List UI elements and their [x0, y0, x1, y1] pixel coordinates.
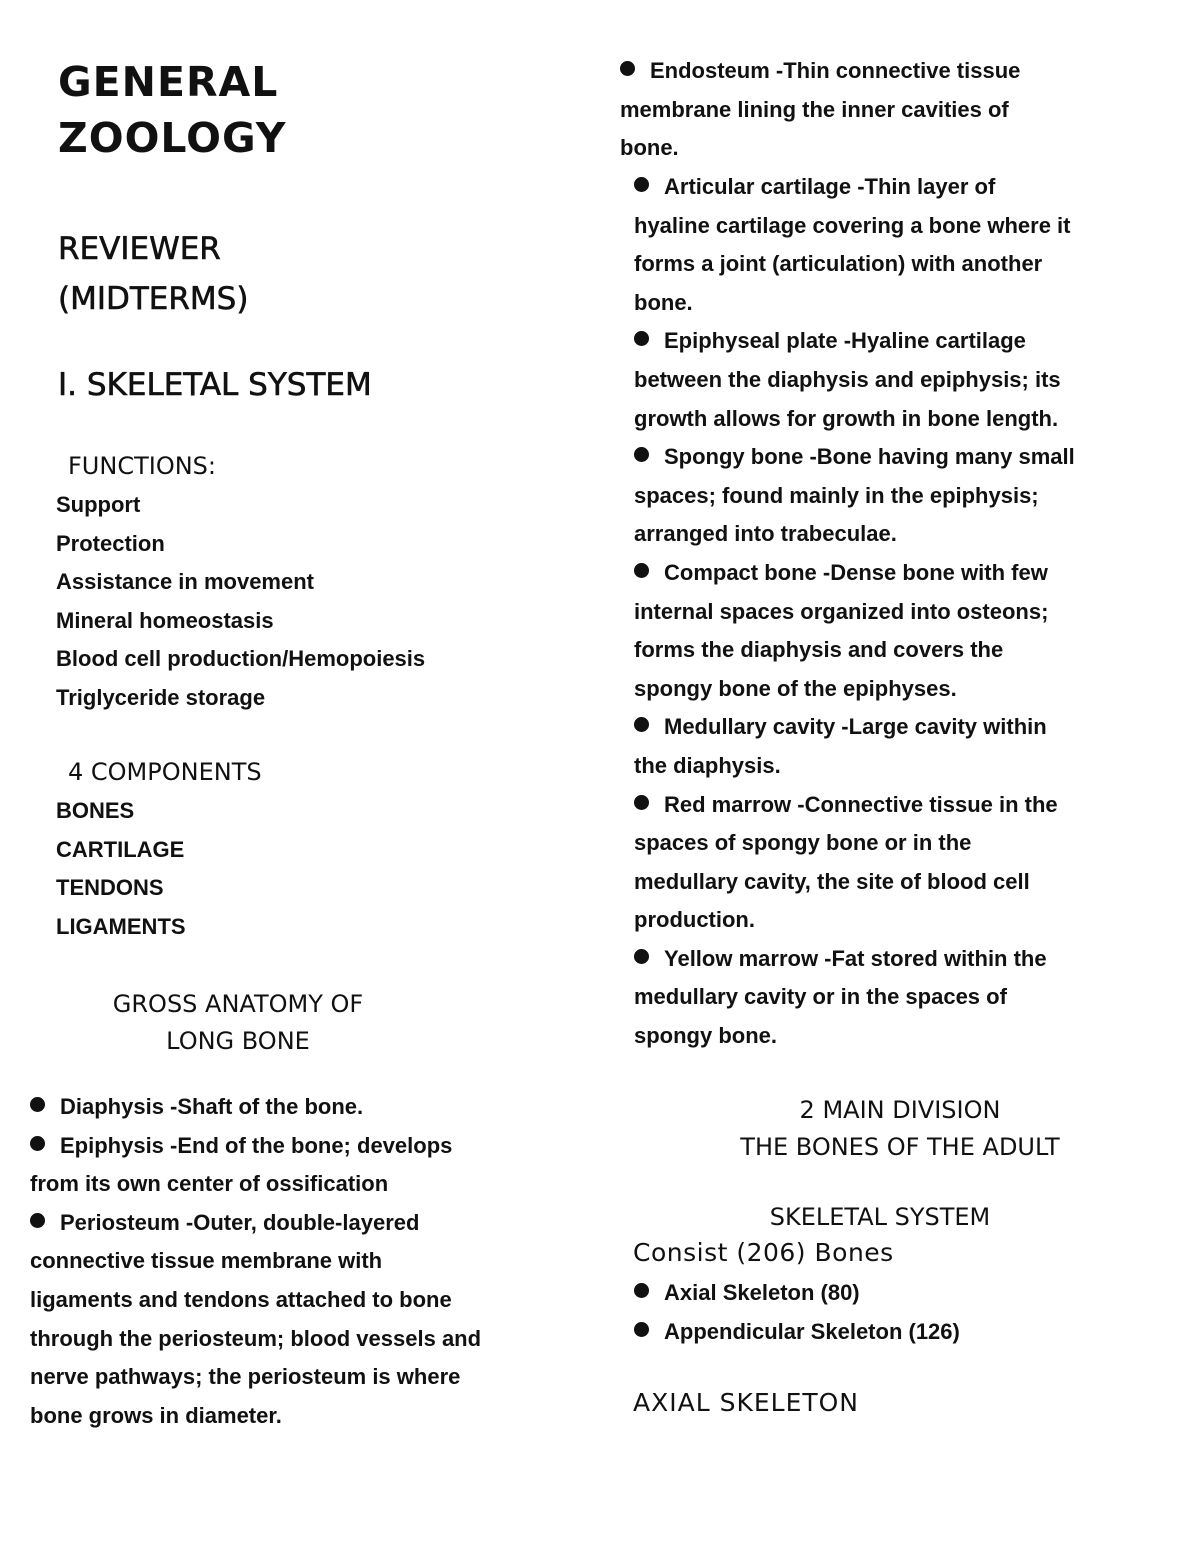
- term-text: forms the diaphysis and covers the: [634, 637, 1004, 663]
- term-text: bone.: [620, 135, 679, 161]
- list-item: CARTILAGE: [56, 836, 185, 862]
- list-item: Assistance in movement: [56, 569, 314, 595]
- term-text: from its own center of ossification: [30, 1171, 389, 1197]
- term-text: Medullary cavity -Large cavity within: [664, 714, 1047, 740]
- term-text: through the periosteum; blood vessels and: [30, 1325, 482, 1351]
- list-item: [634, 554, 1194, 708]
- list-item: Support: [56, 492, 141, 517]
- term-text: Diaphysis -Shaft of the bone.: [60, 1094, 364, 1119]
- list-item: Triglyceride storage: [56, 684, 266, 710]
- list-item: [30, 1127, 575, 1204]
- term-text: growth allows for growth in bone length.: [634, 405, 1059, 431]
- term-text: spaces of spongy bone or in the: [634, 830, 972, 856]
- title-line-1: GENERAL: [58, 58, 279, 106]
- reviewer-line-1: REVIEWER: [58, 231, 221, 267]
- components-list: [56, 792, 186, 946]
- term-text: production.: [634, 907, 755, 933]
- list-item: [634, 168, 1194, 322]
- list-item: [30, 1088, 575, 1127]
- list-item: TENDONS: [56, 875, 164, 901]
- section-heading: I. SKELETAL SYSTEM: [58, 367, 372, 403]
- term-text: Yellow marrow -Fat stored within the: [664, 945, 1047, 971]
- axial-skeleton-heading: AXIAL SKELETON: [633, 1388, 860, 1417]
- term-text: membrane lining the inner cavities of: [620, 96, 1009, 122]
- gross-anatomy-list: [30, 1088, 575, 1435]
- term-text: Endosteum -Thin connective tissue: [650, 58, 1021, 83]
- division-heading-line-1: 2 MAIN DIVISION: [799, 1096, 1001, 1124]
- term-text: medullary cavity or in the spaces of: [634, 984, 1007, 1010]
- term-text: nerve pathways; the periosteum is where: [30, 1364, 461, 1390]
- term-text: internal spaces organized into osteons;: [634, 598, 1049, 624]
- list-item: [634, 786, 1194, 940]
- term-text: Axial Skeleton (80): [664, 1280, 860, 1305]
- list-item: BONES: [56, 798, 135, 823]
- term-text: Epiphysis -End of the bone; develops: [60, 1132, 453, 1158]
- term-text: Articular cartilage -Thin layer of: [664, 174, 996, 199]
- term-text: the diaphysis.: [634, 752, 781, 778]
- list-item: [620, 52, 1190, 168]
- term-text: Spongy bone -Bone having many small: [664, 444, 1075, 470]
- bullet-icon: [620, 61, 635, 76]
- term-text: between the diaphysis and epiphysis; its: [634, 366, 1061, 392]
- list-item: [634, 708, 1194, 785]
- list-item: LIGAMENTS: [56, 913, 186, 939]
- bullet-icon: [634, 177, 649, 192]
- term-text: Epiphyseal plate -Hyaline cartilage: [664, 328, 1026, 354]
- list-item: Mineral homeostasis: [56, 607, 274, 633]
- term-text: ligaments and tendons attached to bone: [30, 1286, 452, 1312]
- bullet-icon: [30, 1213, 45, 1228]
- list-item: [634, 438, 1194, 554]
- components-heading: 4 COMPONENTS: [68, 758, 262, 786]
- reviewer-heading: [58, 224, 248, 324]
- list-item: [634, 1274, 1184, 1313]
- bullet-icon: [634, 1322, 649, 1337]
- bullet-icon: [634, 563, 649, 578]
- functions-heading: FUNCTIONS:: [68, 452, 216, 480]
- term-text: connective tissue membrane with: [30, 1248, 383, 1274]
- skeletal-system-heading: SKELETAL SYSTEM: [769, 1203, 991, 1231]
- title-line-2: ZOOLOGY: [58, 114, 287, 162]
- bullet-icon: [634, 331, 649, 346]
- bone-terms-list-continued: [634, 168, 1194, 1056]
- list-item: Protection: [56, 530, 165, 556]
- term-text: spongy bone of the epiphyses.: [634, 675, 957, 701]
- term-text: spongy bone.: [634, 1023, 777, 1049]
- term-text: Compact bone -Dense bone with few: [664, 559, 1048, 585]
- gross-anatomy-heading-line-1: GROSS ANATOMY OF: [112, 990, 364, 1018]
- term-text: spaces; found mainly in the epiphysis;: [634, 482, 1039, 508]
- term-text: bone.: [634, 289, 693, 315]
- bullet-icon: [30, 1097, 45, 1112]
- term-text: arranged into trabeculae.: [634, 521, 897, 547]
- term-text: Appendicular Skeleton (126): [664, 1318, 960, 1344]
- bullet-icon: [634, 717, 649, 732]
- bullet-icon: [634, 795, 649, 810]
- term-text: Red marrow -Connective tissue in the: [664, 791, 1058, 817]
- list-item: [634, 940, 1194, 1056]
- list-item: [30, 1204, 575, 1436]
- bone-count-text: Consist (206) Bones: [633, 1238, 894, 1267]
- term-text: forms a joint (articulation) with another: [634, 251, 1043, 277]
- page-title: [58, 54, 286, 166]
- reviewer-line-2: (MIDTERMS): [58, 281, 249, 317]
- bullet-icon: [634, 949, 649, 964]
- skeleton-division-list: [634, 1274, 1184, 1351]
- division-heading: [640, 1092, 1160, 1166]
- term-text: bone grows in diameter.: [30, 1402, 282, 1428]
- list-item: [634, 322, 1194, 438]
- bullet-icon: [634, 447, 649, 462]
- bullet-icon: [634, 1283, 649, 1298]
- list-item: Blood cell production/Hemopoiesis: [56, 646, 426, 672]
- term-text: Periosteum -Outer, double-layered: [60, 1209, 420, 1235]
- term-text: medullary cavity, the site of blood cell: [634, 868, 1030, 894]
- functions-list: [56, 486, 425, 718]
- term-text: hyaline cartilage covering a bone where it: [634, 212, 1071, 238]
- list-item: [634, 1313, 1184, 1352]
- bullet-icon: [30, 1136, 45, 1151]
- division-heading-line-2: THE BONES OF THE ADULT: [740, 1133, 1060, 1161]
- gross-anatomy-heading-line-2: LONG BONE: [166, 1027, 310, 1055]
- gross-anatomy-heading: [28, 986, 448, 1060]
- bone-terms-list: [620, 52, 1190, 168]
